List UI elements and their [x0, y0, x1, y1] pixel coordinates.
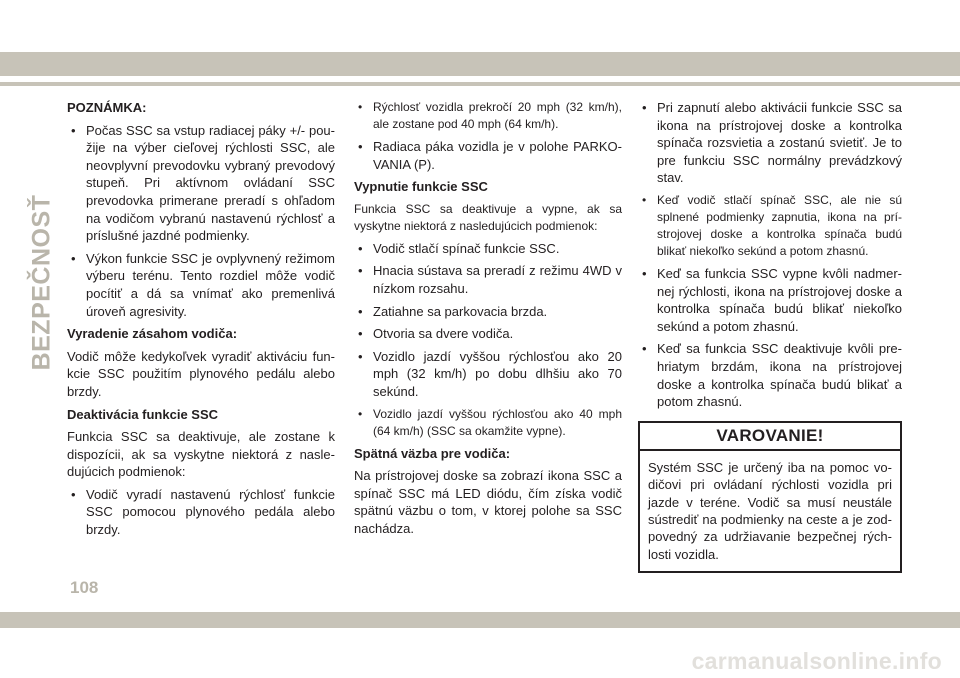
header-rule	[0, 82, 960, 86]
deactivation-paragraph: Funkcia SSC sa deaktivuje, ale zostane k dispozícii, ak sa vyskytne niektorá z nasledujúcich podmienok:	[67, 429, 335, 480]
deactivation-list	[67, 486, 335, 539]
section-side-title-text: BEZPEČNOSŤ	[27, 194, 56, 370]
indicator-list	[638, 99, 902, 411]
list-item: • Počas SSC sa vstup radiacej páky +/- použije na výber cieľovej rýchlosti SSC, ale neovplyvní prevodovku vybraný prevodový stupeň. Pri aktívnom ovládaní SSC prevodovka primerane preradí s ohľadom na vodičom vybranú nastavenú rýchlosť a príslušné jazdné podmienky.	[67, 122, 335, 245]
watermark: carmanualsonline.info	[691, 648, 942, 674]
section-side-title	[22, 194, 62, 370]
warning-box	[638, 421, 902, 573]
column-1	[67, 99, 335, 544]
warning-title: VAROVANIE!	[640, 423, 900, 451]
list-item: • Vodič stlačí spínač funkcie SSC.	[354, 240, 622, 258]
off-heading: Vypnutie funkcie SSC	[354, 179, 488, 195]
column-3	[638, 99, 902, 573]
footer-band	[0, 612, 960, 628]
list-item: • Zatiahne sa parkovacia brzda.	[354, 303, 622, 321]
header-band	[0, 52, 960, 76]
column-2	[354, 99, 622, 543]
list-item: • Pri zapnutí alebo aktivácii funkcie SSC sa ikona na prístrojovej doske a kontrolka spínača rozsvietia a zostanú svietiť. Je to pre funkciu SSC normálny prevádzkový stav.	[638, 99, 902, 187]
driver-override-paragraph: Vodič môže kedykoľvek vyradiť aktiváciu funkcie SSC použitím plynového pedálu alebo brzdy.	[67, 348, 335, 399]
deactivation-heading: Deaktivácia funkcie SSC	[67, 406, 219, 422]
off-list	[354, 240, 622, 440]
note-list	[67, 122, 335, 321]
list-item: • Vozidlo jazdí vyššou rýchlosťou ako 40 mph (64 km/h) (SSC sa okamžite vypne).	[354, 406, 622, 440]
feedback-heading: Spätná väzba pre vodiča:	[354, 445, 511, 461]
warning-text: Systém SSC je určený iba na pomoc vodičovi pri ovládaní rýchlosti vozidla pri jazde v teréne. Vodič sa musí neustále sústrediť na podmienky na ceste a je zodpovedný za udržiavanie bezpečnej rýchlosti vozidla.	[648, 459, 892, 562]
list-item: • Keď vodič stlačí spínač SSC, ale nie sú splnené podmienky zapnutia, ikona na prístrojovej doske a kontrolka spínača budú blikať niekoľko sekúnd a potom zhasnú.	[638, 192, 902, 260]
list-item: • Rýchlosť vozidla prekročí 20 mph (32 km/h), ale zostane pod 40 mph (64 km/h).	[354, 99, 622, 133]
note-heading: POZNÁMKA:	[67, 100, 147, 115]
list-item: • Radiaca páka vozidla je v polohe PARKOVANIA (P).	[354, 138, 622, 173]
feedback-paragraph: Na prístrojovej doske sa zobrazí ikona SSC a spínač SSC má LED diódu, čím získa vodič spätnú väzbu o tom, v ktorej polohe sa SSC nachádza.	[354, 468, 622, 536]
off-paragraph: Funkcia SSC sa deaktivuje a vypne, ak sa vyskytne niektorá z nasledujúcich podmienok:	[354, 201, 622, 233]
list-item: • Otvoria sa dvere vodiča.	[354, 325, 622, 343]
page-number: 108	[70, 578, 99, 597]
list-item: • Výkon funkcie SSC je ovplyvnený režimom výberu terénu. Tento rozdiel môže vodič pocítiť a dá sa vnímať ako premenlivá úroveň agresivity.	[67, 250, 335, 320]
list-item: • Keď sa funkcia SSC deaktivuje kvôli prehriatym brzdám, ikona na prístrojovej doske a kontrolka spínača budú blikať a potom zhasnú.	[638, 340, 902, 410]
list-item: • Keď sa funkcia SSC vypne kvôli nadmernej rýchlosti, ikona na prístrojovej doske a kontrolka spínača budú blikať niekoľko sekúnd a potom zhasnú.	[638, 265, 902, 335]
list-item: • Vozidlo jazdí vyššou rýchlosťou ako 20 mph (32 km/h) po dobu dlhšiu ako 70 sekúnd.	[354, 348, 622, 401]
list-item: • Hnacia sústava sa preradí z režimu 4WD v nízkom rozsahu.	[354, 262, 622, 297]
deactivation-list-continued	[354, 99, 622, 173]
list-item: • Vodič vyradí nastavenú rýchlosť funkcie SSC pomocou plynového pedála alebo brzdy.	[67, 486, 335, 539]
driver-override-heading: Vyradenie zásahom vodiča:	[67, 326, 238, 342]
